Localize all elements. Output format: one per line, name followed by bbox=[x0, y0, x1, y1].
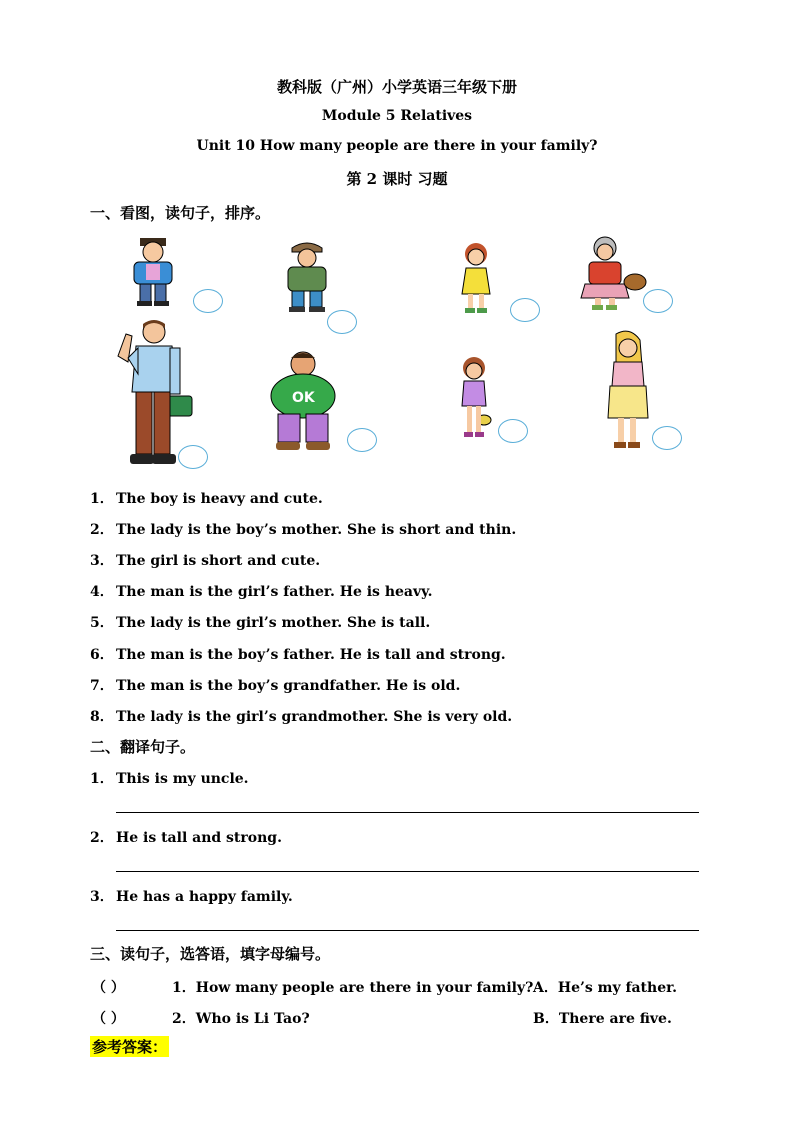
answer-line[interactable] bbox=[116, 812, 699, 813]
book-title: 教科版（广州）小学英语三年级下册 bbox=[276, 78, 517, 96]
grandfather-figure bbox=[278, 238, 336, 314]
lesson-title: 第 2 课时 习题 bbox=[346, 170, 448, 188]
answer-circle[interactable] bbox=[652, 426, 682, 450]
svg-text:OK: OK bbox=[292, 390, 315, 406]
sentence-3: 3． The girl is short and cute. bbox=[90, 553, 321, 569]
section3-heading: 三、读句子，选答语，填字母编号。 bbox=[90, 945, 331, 963]
sentence-5: 5． The lady is the girl’s mother. She is tall. bbox=[90, 615, 431, 631]
answer-circle[interactable] bbox=[327, 310, 357, 334]
module-title: Module 5 Relatives bbox=[321, 108, 473, 124]
section2-heading: 二、翻译句子。 bbox=[90, 738, 196, 756]
answer-circle[interactable] bbox=[498, 419, 528, 443]
option-b: B．There are five. bbox=[533, 1011, 672, 1027]
grandmother-figure bbox=[575, 236, 649, 312]
answer-circle[interactable] bbox=[347, 428, 377, 452]
translate-item-2: 2． He is tall and strong. bbox=[90, 830, 282, 846]
option-a: A．He’s my father. bbox=[533, 980, 678, 996]
answer-line[interactable] bbox=[116, 930, 699, 931]
sentence-7: 7． The man is the boy’s grandfather. He is old. bbox=[90, 678, 461, 694]
sentence-1: 1． The boy is heavy and cute. bbox=[90, 491, 323, 507]
sentence-2: 2． The lady is the boy’s mother. She is short and thin. bbox=[90, 522, 517, 538]
answer-bracket[interactable]: （ ） bbox=[92, 1011, 125, 1027]
question-1: 1．How many people are there in your family? bbox=[172, 980, 534, 996]
answer-circle[interactable] bbox=[510, 298, 540, 322]
unit-title: Unit 10 How many people are there in your family? bbox=[196, 138, 598, 154]
sentence-6: 6． The man is the boy’s father. He is tall and strong. bbox=[90, 647, 506, 663]
answer-circle[interactable] bbox=[178, 445, 208, 469]
translate-item-1: 1． This is my uncle. bbox=[90, 771, 249, 787]
translate-item-3: 3． He has a happy family. bbox=[90, 889, 293, 905]
answer-line[interactable] bbox=[116, 871, 699, 872]
heavy-boy-figure bbox=[268, 350, 338, 454]
sentence-8: 8． The lady is the girl’s grandmother. She is very old. bbox=[90, 709, 513, 725]
question-2: 2．Who is Li Tao? bbox=[172, 1011, 310, 1027]
answer-circle[interactable] bbox=[643, 289, 673, 313]
section1-heading: 一、看图，读句子，排序。 bbox=[90, 204, 271, 222]
answer-bracket[interactable]: （ ） bbox=[92, 980, 125, 996]
short-mother-figure bbox=[454, 356, 494, 442]
father-figure bbox=[122, 236, 184, 308]
answer-circle[interactable] bbox=[193, 289, 223, 313]
answer-key-label: 参考答案： bbox=[92, 1038, 168, 1056]
tall-mother-figure bbox=[602, 330, 654, 452]
sentence-4: 4． The man is the girl’s father. He is heavy. bbox=[90, 584, 433, 600]
girl-figure bbox=[456, 242, 496, 316]
